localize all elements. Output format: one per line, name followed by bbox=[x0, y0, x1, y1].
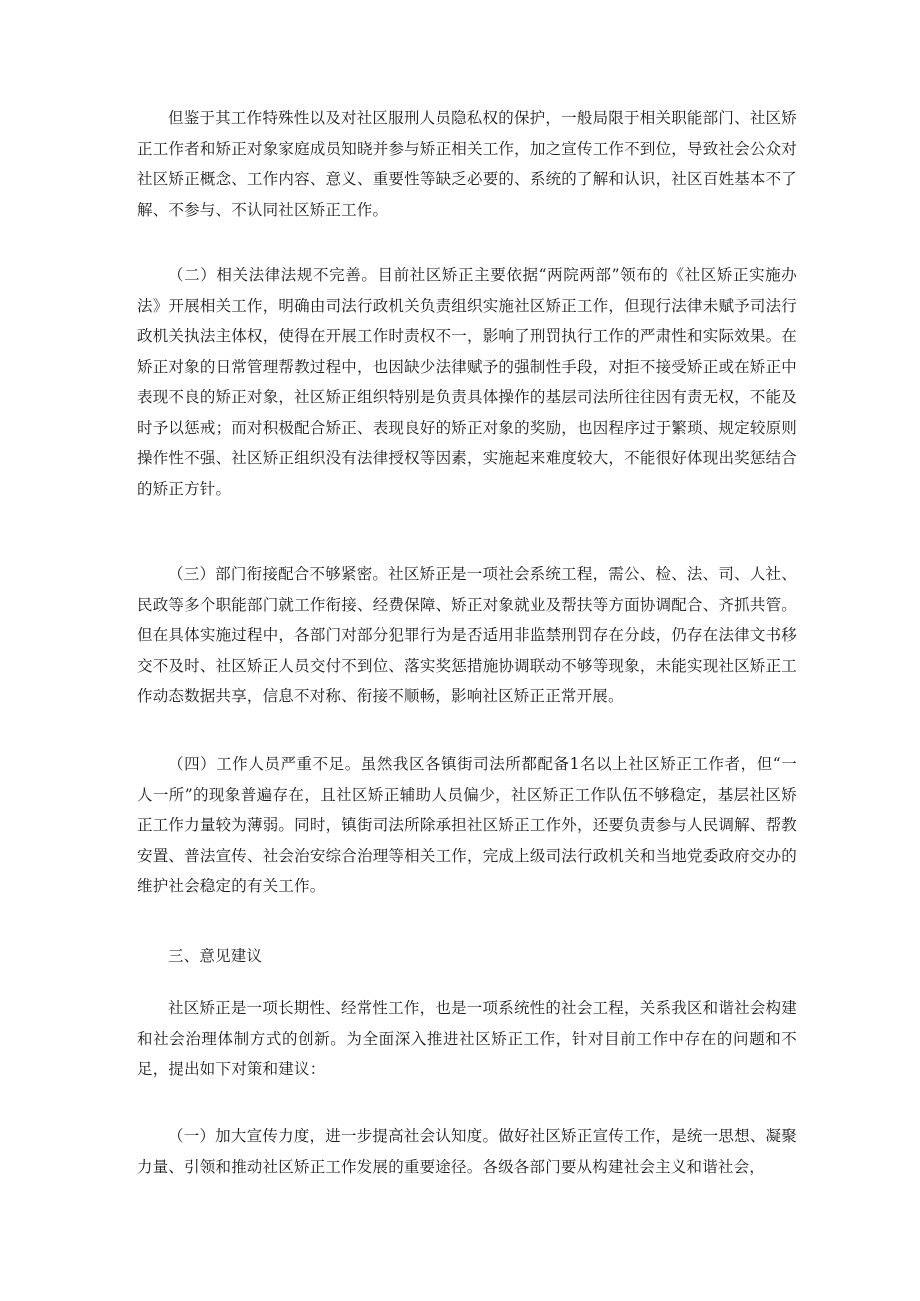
paragraph-privacy-publicity: 但鉴于其工作特殊性以及对社区服刑人员隐私权的保护，一般局限于相关职能部门、社区矫正工作者和矫正对象家庭成员知晓并参与矫正相关工作，加之宣传工作不到位，导致社会公众对社区矫正概念、工作内容、意义、重要性等缺乏必要的、系统的了解和认识，社区百姓基本不了解、不参与、不认同社区矫正工作。 bbox=[137, 109, 797, 219]
section-heading-suggestions: 三、意见建议 bbox=[168, 947, 263, 965]
paragraph-suggestions-intro: 社区矫正是一项长期性、经常性工作，也是一项系统性的社会工程，关系我区和谐社会构建和社会治理体制方式的创新。为全面深入推进社区矫正工作，针对目前工作中存在的问题和不足，提出如下对策和建议： bbox=[137, 999, 797, 1078]
paragraph-department-coordination: （三）部门衔接配合不够紧密。社区矫正是一项社会系统工程，需公、检、法、司、人社、民政等多个职能部门就工作衔接、经费保障、矫正对象就业及帮扶等方面协调配合、齐抓共管。但在具体实施过程中，各部门对部分犯罪行为是否适用非监禁刑罚存在分歧，仍存在法律文书移交不及时、社区矫正人员交付不到位、落实奖惩措施协调联动不够等现象，未能实现社区矫正工作动态数据共享，信息不对称、衔接不顺畅，影响社区矫正正常开展。 bbox=[137, 565, 797, 705]
paragraph-publicity-suggestion: （一）加大宣传力度，进一步提高社会认知度。做好社区矫正宣传工作，是统一思想、凝聚力量、引领和推动社区矫正工作发展的重要途径。各级各部门要从构建社会主义和谐社会， bbox=[137, 1127, 797, 1176]
paragraph-laws-incomplete: （二）相关法律法规不完善。目前社区矫正主要依据“两院两部”领布的《社区矫正实施办法》开展相关工作，明确由司法行政机关负责组织实施社区矫正工作，但现行法律未赋予司法行政机关执法主体权，使得在开展工作时责权不一，影响了刑罚执行工作的严肃性和实际效果。在矫正对象的日常管理帮教过程中，也因缺少法律赋予的强制性手段，对拒不接受矫正或在矫正中表现不良的矫正对象，社区矫正组织特别是负责具体操作的基层司法所往往因有责无权，不能及时予以惩戒；而对积极配合矫正、表现良好的矫正对象的奖励，也因程序过于繁琐、规定较原则操作性不强、社区矫正组织没有法律授权等因素，实施起来难度较大，不能很好体现出奖惩结合的矫正方针。 bbox=[137, 266, 797, 498]
paragraph-staff-shortage: （四）工作人员严重不足。虽然我区各镇街司法所都配备1名以上社区矫正工作者，但“一人一所”的现象普遍存在，且社区矫正辅助人员偏少，社区矫正工作队伍不够稳定，基层社区矫正工作力量较为薄弱。同时，镇街司法所除承担社区矫正工作外，还要负责参与人民调解、帮教安置、普法宣传、社会治安综合治理等相关工作，完成上级司法行政机关和当地党委政府交办的维护社会稳定的有关工作。 bbox=[137, 755, 797, 895]
